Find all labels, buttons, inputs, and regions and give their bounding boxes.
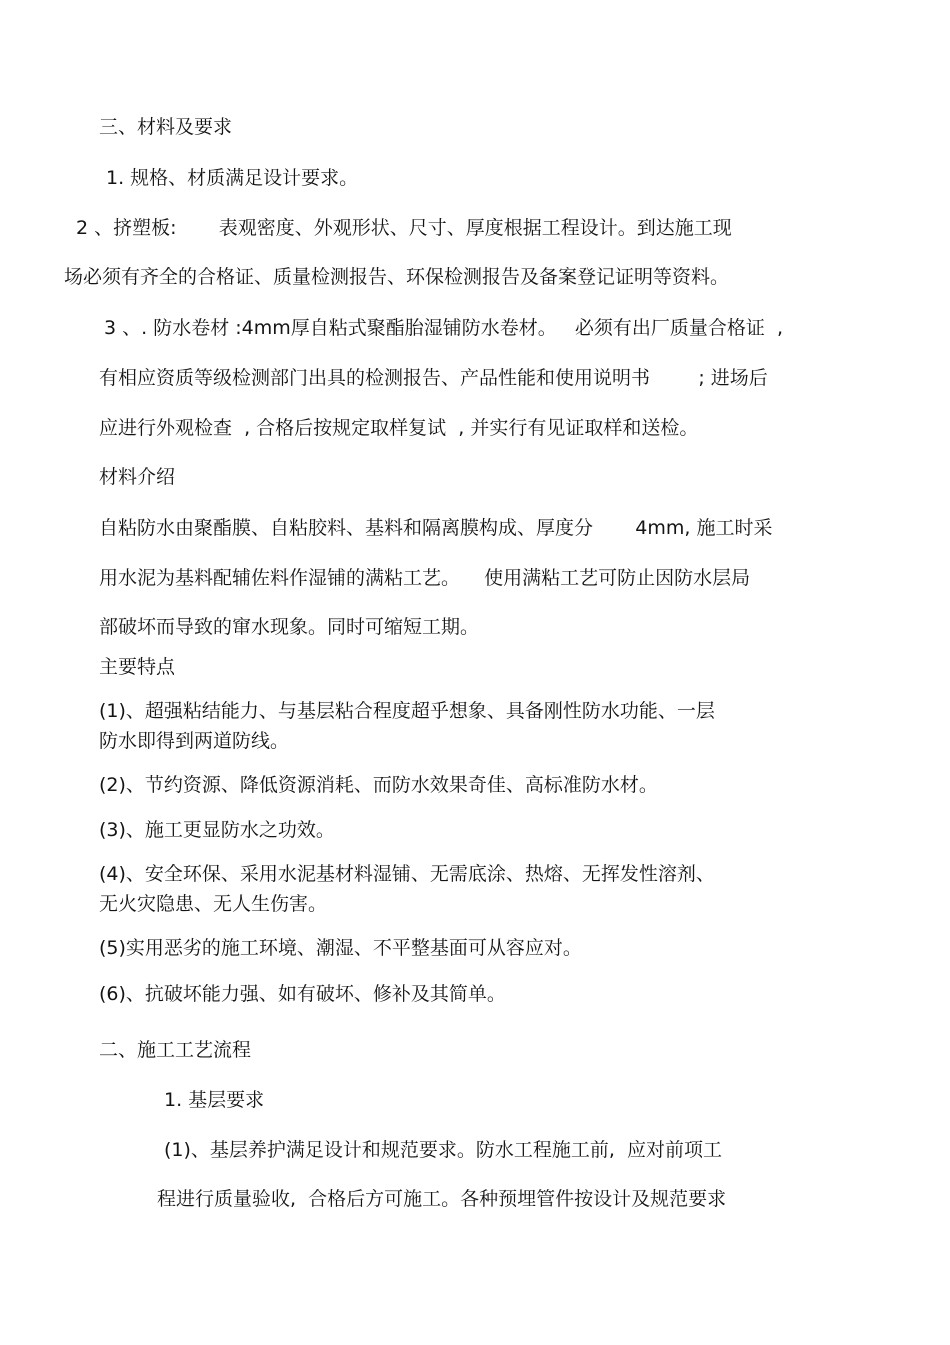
subheading-base-requirements: 1. 基层要求 bbox=[164, 1089, 265, 1111]
subheading-material-intro: 材料介绍 bbox=[99, 466, 176, 488]
feature-item-line: (2)、节约资源、降低资源消耗、而防水效果奇佳、高标准防水材。 bbox=[99, 774, 658, 796]
subheading-main-features: 主要特点 bbox=[99, 656, 176, 678]
paragraph-line: 部破坏而导致的窜水现象。同时可缩短工期。 bbox=[99, 616, 480, 638]
feature-item-line: (6)、抗破坏能力强、如有破坏、修补及其简单。 bbox=[99, 983, 506, 1005]
section-heading-process: 二、施工工艺流程 bbox=[99, 1039, 252, 1061]
feature-item-line: 防水即得到两道防线。 bbox=[99, 730, 290, 752]
paragraph-line: 程进行质量验收, 合格后方可施工。各种预埋管件按设计及规范要求 bbox=[157, 1188, 727, 1210]
paragraph-line: (1)、基层养护满足设计和规范要求。防水工程施工前, 应对前项工 bbox=[164, 1139, 723, 1161]
feature-item-line: (3)、施工更显防水之功效。 bbox=[99, 819, 335, 841]
paragraph-line: 应进行外观检查 , 合格后按规定取样复试 , 并实行有见证取样和送检。 bbox=[99, 417, 699, 439]
feature-item-line: (4)、安全环保、采用水泥基材料湿铺、无需底涂、热熔、无挥发性溶剂、 bbox=[99, 863, 715, 885]
paragraph-line: 用水泥为基料配辅佐料作湿铺的满粘工艺。 使用满粘工艺可防止因防水层局 bbox=[99, 567, 751, 589]
feature-item-line: (1)、超强粘结能力、与基层粘合程度超乎想象、具备刚性防水功能、一层 bbox=[99, 700, 715, 722]
paragraph-line: 3 、. 防水卷材 :4mm厚自粘式聚酯胎湿铺防水卷材。 必须有出厂质量合格证 , bbox=[104, 317, 783, 339]
feature-item-line: (5)实用恶劣的施工环境、潮湿、不平整基面可从容应对。 bbox=[99, 937, 582, 959]
paragraph-line: 有相应资质等级检测部门出具的检测报告、产品性能和使用说明书 ; 进场后 bbox=[99, 367, 768, 389]
paragraph-line: 1. 规格、材质满足设计要求。 bbox=[106, 167, 359, 189]
feature-item-line: 无火灾隐患、无人生伤害。 bbox=[99, 893, 328, 915]
paragraph-line: 自粘防水由聚酯膜、自粘胶料、基料和隔离膜构成、厚度分 4mm, 施工时采 bbox=[99, 517, 773, 539]
paragraph-line: 2 、挤塑板: 表观密度、外观形状、尺寸、厚度根据工程设计。到达施工现 bbox=[76, 217, 732, 239]
section-heading-materials: 三、材料及要求 bbox=[99, 116, 233, 138]
paragraph-line: 场必须有齐全的合格证、质量检测报告、环保检测报告及备案登记证明等资料。 bbox=[64, 266, 730, 288]
